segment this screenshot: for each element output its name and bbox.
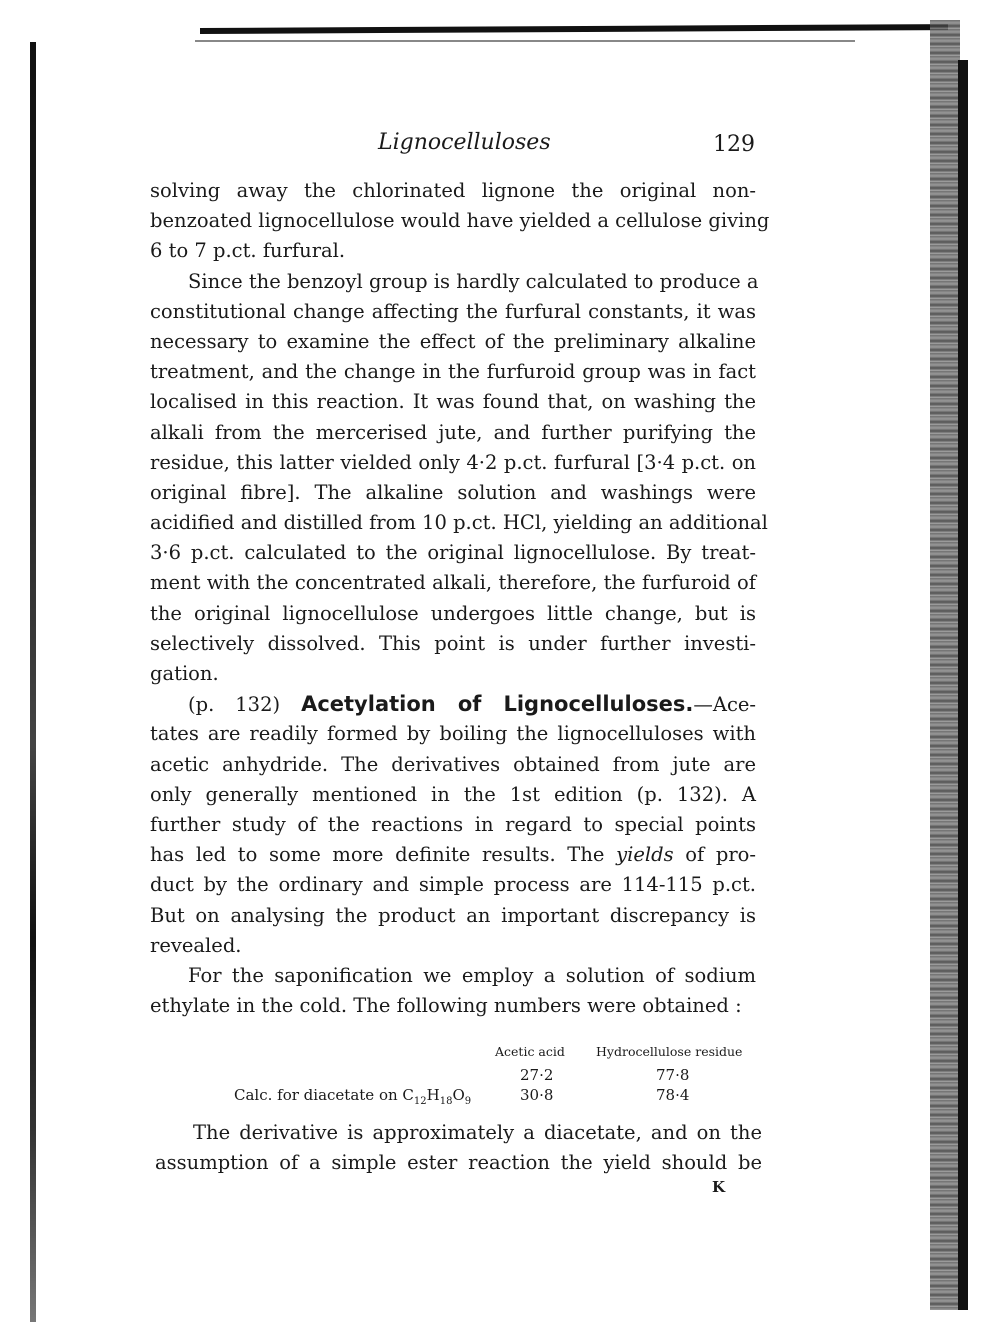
table-cell: 30·8 (520, 1086, 554, 1104)
formula-subscript: 12 (413, 1096, 427, 1107)
section-heading: Acetylation of Lignocelluloses. (301, 692, 694, 717)
text-line: assumption of a simple ester reaction the yield should be (155, 1151, 762, 1175)
text-line (150, 840, 756, 870)
text-line: For the saponification we employ a solution of sodium (188, 963, 756, 987)
text-fragment: of pro- (685, 843, 756, 867)
text-line: only generally mentioned in the 1st edition (p. 132). A (150, 782, 756, 806)
page-reference: (p. 132) (188, 693, 281, 717)
signature-mark: K (712, 1178, 726, 1196)
text-line: ethylate in the cold. The following numbers were obtained : (150, 994, 742, 1018)
text-line: constitutional change affecting the furfural constants, it was (150, 299, 756, 323)
text-line: Since the benzoyl group is hardly calculated to produce a (188, 269, 759, 293)
running-head (150, 130, 760, 164)
table-cell: 27·2 (520, 1066, 554, 1084)
text-line: 3·6 p.ct. calculated to the original lignocellulose. By treat- (150, 541, 756, 565)
closing-text (155, 1118, 762, 1178)
formula-element: O (452, 1086, 465, 1104)
text-line: gation. (150, 662, 219, 685)
emphasis-yields: yields (616, 843, 674, 867)
text-line: treatment, and the change in the furfuroid group was in fact (150, 360, 756, 384)
column-header-hydrocellulose: Hydrocellulose residue (596, 1044, 743, 1059)
scan-edge-top-shadow (195, 40, 855, 42)
page-number: 129 (713, 132, 755, 157)
row-label-calc (234, 1086, 471, 1107)
row-label-text: Calc. for diacetate on C (234, 1086, 414, 1104)
column-header-acetic-acid: Acetic acid (495, 1044, 565, 1059)
text-line: selectively dissolved. This point is under further investi- (150, 631, 756, 655)
text-line: 6 to 7 p.ct. furfural. (150, 239, 346, 263)
text-line: But on analysing the product an important discrepancy is (150, 903, 756, 927)
section-heading-line (150, 689, 756, 719)
text-line: solving away the chlorinated lignone the original non- (150, 179, 756, 202)
table-cell: 78·4 (656, 1086, 690, 1104)
text-line: The derivative is approximately a diacetate, and on the (193, 1121, 762, 1144)
text-line: ment with the concentrated alkali, therefore, the furfuroid of (150, 571, 756, 595)
text-line: revealed. (150, 933, 242, 957)
text-line: tates are readily formed by boiling the lignocelluloses with (150, 722, 756, 746)
formula-subscript: 9 (464, 1096, 472, 1107)
text-line: benzoated lignocellulose would have yielded a cellulose giving (150, 209, 770, 233)
formula-element: H (426, 1086, 440, 1104)
results-table (150, 1040, 760, 1108)
scan-edge-right-dark (958, 60, 968, 1310)
text-line: residue, this latter vielded only 4·2 p.ct. furfural [3·4 p.ct. on (150, 450, 756, 474)
scan-edge-left (30, 42, 36, 1322)
scan-edge-top (200, 24, 948, 34)
text-line: the original lignocellulose undergoes little change, but is (150, 601, 756, 625)
body-text (150, 176, 770, 1021)
text-line: alkali from the mercerised jute, and further purifying the (150, 420, 756, 444)
text-fragment: —Ace- (693, 693, 756, 717)
text-line: acidified and distilled from 10 p.ct. HCl, yielding an additional (150, 511, 768, 535)
text-fragment: has led to some more definite results. The (150, 843, 605, 867)
running-title: Lignocelluloses (378, 130, 551, 155)
text-line: acetic anhydride. The derivatives obtained from jute are (150, 752, 756, 776)
text-line: duct by the ordinary and simple process are 114-115 p.ct. (150, 873, 756, 897)
text-line: further study of the reactions in regard to special points (150, 812, 756, 836)
text-line: original fibre]. The alkaline solution and washings were (150, 480, 756, 504)
text-line: necessary to examine the effect of the preliminary alkaline (150, 329, 756, 353)
text-line: localised in this reaction. It was found that, on washing the (150, 390, 756, 414)
formula-subscript: 18 (439, 1096, 453, 1107)
scan-edge-right (930, 20, 960, 1310)
table-cell: 77·8 (656, 1066, 690, 1084)
